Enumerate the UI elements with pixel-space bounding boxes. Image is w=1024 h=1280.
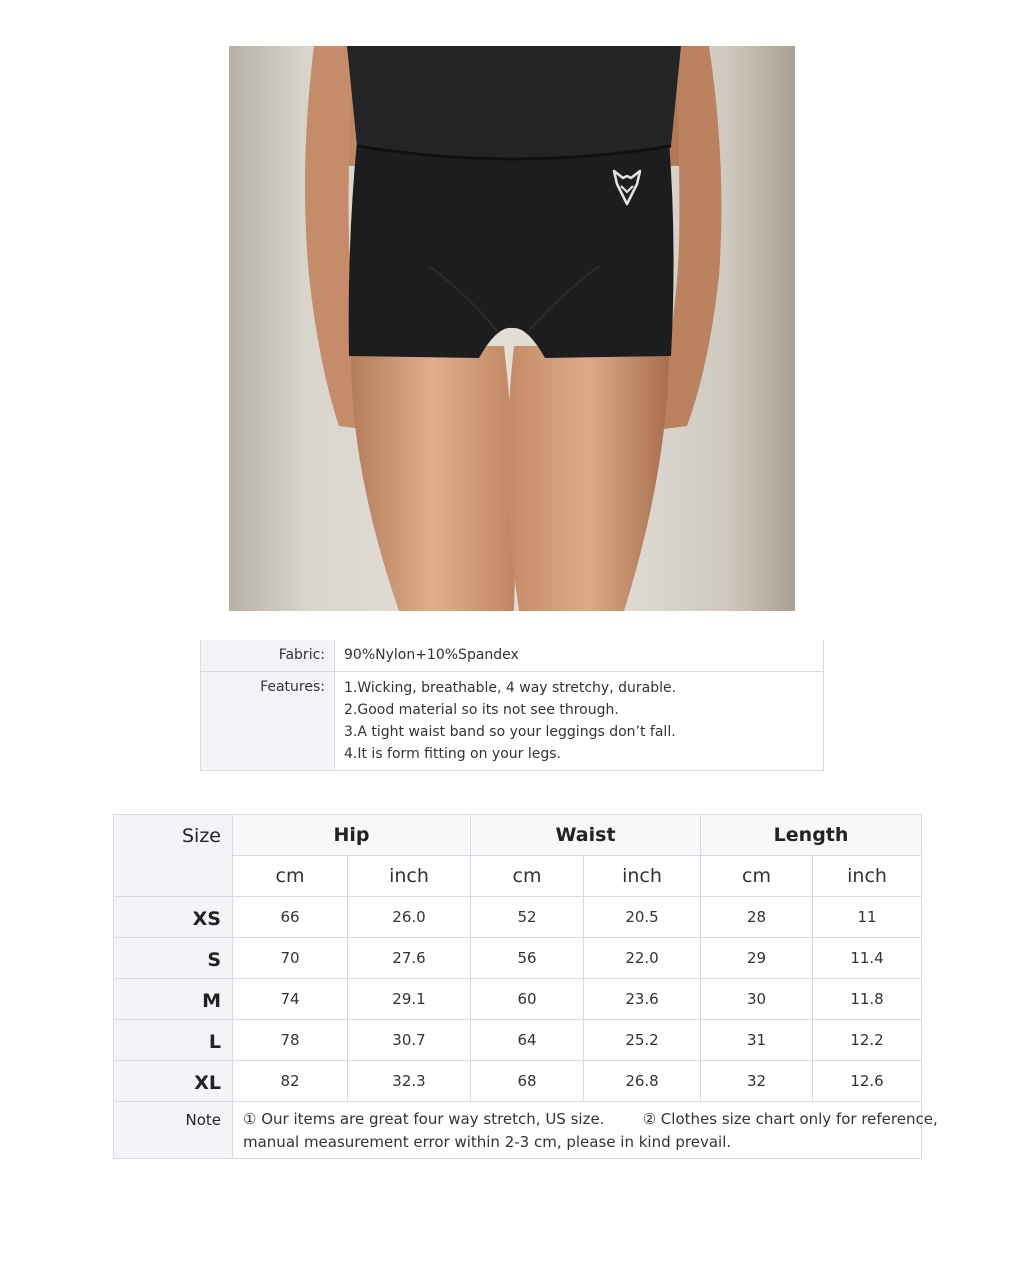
size-value-cell: 82: [233, 1061, 348, 1102]
unit-header: cm: [701, 856, 813, 897]
size-chart-table: [113, 814, 938, 1159]
size-value-cell: 28: [701, 897, 813, 938]
size-value-cell: 11.8: [813, 979, 922, 1020]
size-value-cell: 52: [471, 897, 584, 938]
spec-label-features: Features:: [201, 671, 335, 770]
shorts-illustration: [229, 46, 795, 611]
size-value-cell: 29.1: [348, 979, 471, 1020]
group-header-hip: Hip: [233, 815, 471, 856]
size-chart-body: [114, 897, 922, 1102]
size-value-cell: 31: [701, 1020, 813, 1061]
feature-line: 4.It is form fitting on your legs.: [344, 746, 561, 763]
size-value-cell: 26.8: [584, 1061, 701, 1102]
spec-row-fabric: [201, 640, 824, 671]
size-value-cell: 11.4: [813, 938, 922, 979]
size-value-cell: 78: [233, 1020, 348, 1061]
note-label: Note: [114, 1102, 233, 1159]
spec-table: [200, 640, 824, 771]
size-value-cell: 68: [471, 1061, 584, 1102]
size-value-cell: 29: [701, 938, 813, 979]
unit-header: cm: [471, 856, 584, 897]
size-value-cell: 12.6: [813, 1061, 922, 1102]
size-value-cell: 32.3: [348, 1061, 471, 1102]
unit-header: inch: [813, 856, 922, 897]
unit-header: inch: [584, 856, 701, 897]
size-label: XS: [114, 897, 233, 938]
size-value-cell: 60: [471, 979, 584, 1020]
size-value-cell: 30: [701, 979, 813, 1020]
size-value-cell: 74: [233, 979, 348, 1020]
size-chart-group-row: [114, 815, 922, 856]
spec-label-fabric: Fabric:: [201, 640, 335, 671]
size-chart-note-row: [114, 1102, 922, 1159]
size-chart-unit-row: [114, 856, 922, 897]
spec-row-features: [201, 671, 824, 770]
size-label: XL: [114, 1061, 233, 1102]
size-column-header: Size: [114, 815, 233, 897]
size-value-cell: 20.5: [584, 897, 701, 938]
size-value-cell: 56: [471, 938, 584, 979]
product-photo: [229, 46, 795, 611]
unit-header: inch: [348, 856, 471, 897]
size-value-cell: 66: [233, 897, 348, 938]
size-value-cell: 70: [233, 938, 348, 979]
feature-line: 3.A tight waist band so your leggings don’t fall.: [344, 724, 676, 741]
size-value-cell: 11: [813, 897, 922, 938]
size-value-cell: 32: [701, 1061, 813, 1102]
fox-head-logo-icon: [611, 168, 643, 208]
size-label: M: [114, 979, 233, 1020]
table-row: [114, 938, 922, 979]
table-row: [114, 897, 922, 938]
size-value-cell: 26.0: [348, 897, 471, 938]
size-value-cell: 27.6: [348, 938, 471, 979]
group-header-waist: Waist: [471, 815, 701, 856]
note-line: manual measurement error within 2-3 cm, please in kind prevail.: [243, 1133, 732, 1151]
size-value-cell: 23.6: [584, 979, 701, 1020]
unit-header: cm: [233, 856, 348, 897]
size-value-cell: 30.7: [348, 1020, 471, 1061]
table-row: [114, 1020, 922, 1061]
size-label: S: [114, 938, 233, 979]
size-value-cell: 25.2: [584, 1020, 701, 1061]
note-line: ① Our items are great four way stretch, US size. ② Clothes size chart only for reference,: [243, 1110, 938, 1128]
spec-value-features: [335, 671, 824, 770]
size-value-cell: 12.2: [813, 1020, 922, 1061]
size-value-cell: 22.0: [584, 938, 701, 979]
spec-value-fabric: 90%Nylon+10%Spandex: [335, 640, 824, 671]
feature-line: 1.Wicking, breathable, 4 way stretchy, durable.: [344, 679, 677, 696]
note-text: [233, 1102, 938, 1159]
group-header-length: Length: [701, 815, 922, 856]
table-row: [114, 1061, 922, 1102]
size-label: L: [114, 1020, 233, 1061]
size-value-cell: 64: [471, 1020, 584, 1061]
feature-line: 2.Good material so its not see through.: [344, 701, 619, 718]
table-row: [114, 979, 922, 1020]
